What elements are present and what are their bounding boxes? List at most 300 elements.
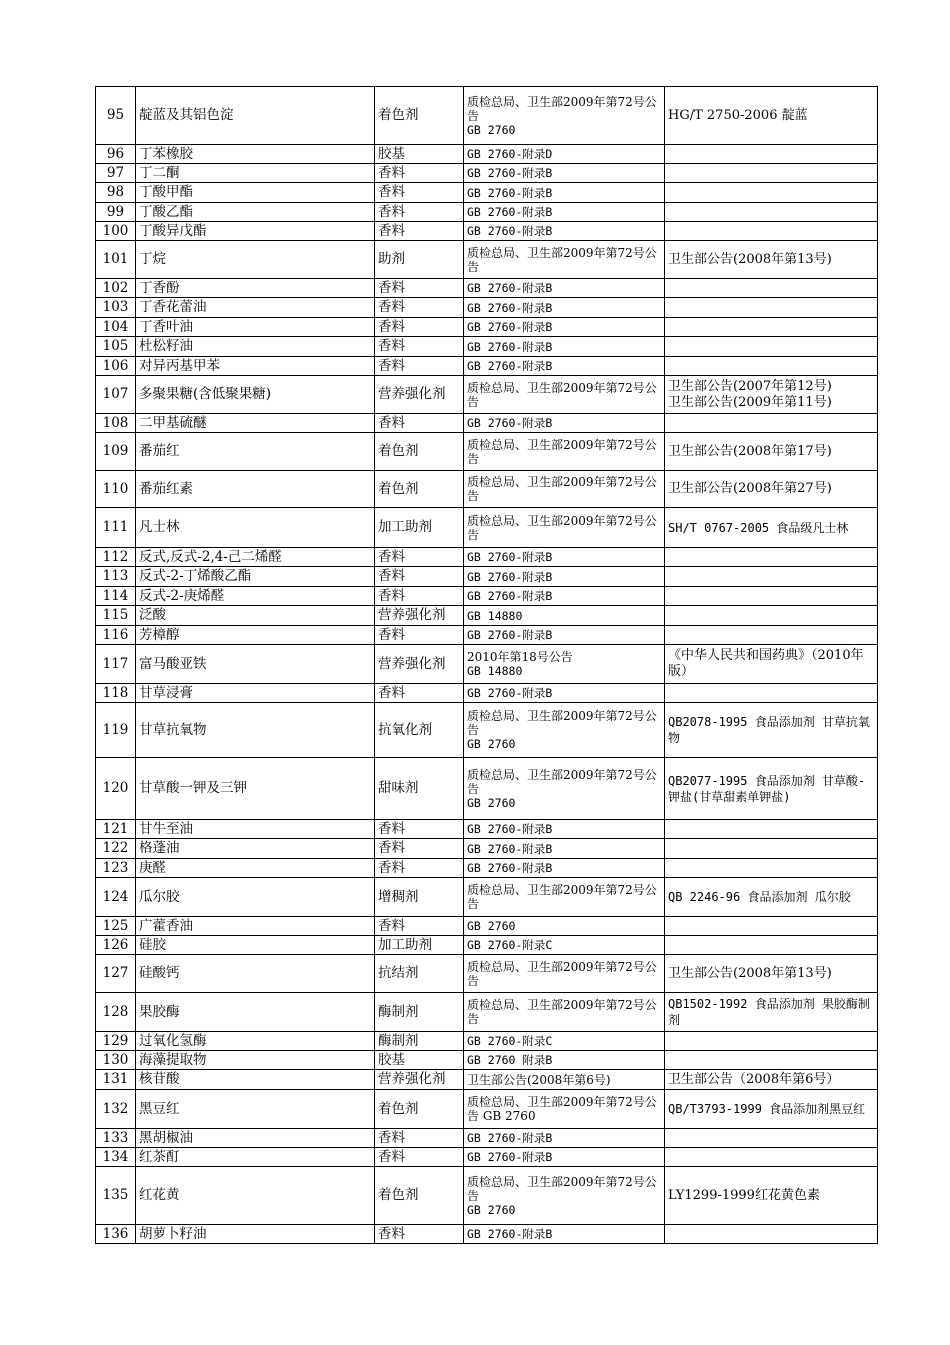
additive-name: 庚醛 <box>136 859 375 878</box>
approval-basis <box>464 183 665 203</box>
quality-standard <box>665 203 878 222</box>
row-number: 113 <box>96 567 136 587</box>
table-row <box>96 222 878 241</box>
approval-basis <box>464 645 665 684</box>
approval-basis-line: GB 2760-附录B <box>467 166 553 180</box>
quality-standard-line: 卫生部公告（2008年第6号） <box>668 1071 840 1087</box>
row-number: 99 <box>96 203 136 222</box>
row-number: 103 <box>96 298 136 318</box>
approval-basis-line: GB 2760-附录B <box>467 1131 553 1145</box>
approval-basis <box>464 917 665 936</box>
approval-basis <box>464 1090 665 1129</box>
quality-standard <box>665 1051 878 1070</box>
quality-standard <box>665 471 878 508</box>
row-number: 95 <box>96 87 136 145</box>
approval-basis-line: GB 2760 附录B <box>467 1053 553 1067</box>
approval-basis-line: GB 2760-附录C <box>467 938 553 952</box>
additive-name: 过氧化氢酶 <box>136 1032 375 1051</box>
quality-standard-line: 《中华人民共和国药典》（2010年版） <box>668 648 864 679</box>
approval-basis-line: GB 2760 <box>467 795 516 810</box>
approval-basis-line: 质检总局、卫生部2009年第72号公告 <box>467 709 657 737</box>
approval-basis <box>464 567 665 587</box>
approval-basis-line: GB 2760-附录B <box>467 185 553 200</box>
row-number: 127 <box>96 955 136 993</box>
approval-basis <box>464 1148 665 1167</box>
additive-name: 甘草抗氧物 <box>136 703 375 758</box>
function-category: 香料 <box>375 1129 464 1148</box>
function-category: 香料 <box>375 567 464 587</box>
function-category: 香料 <box>375 917 464 936</box>
additive-name: 靛蓝及其铝色淀 <box>136 87 375 145</box>
approval-basis <box>464 318 665 337</box>
approval-basis <box>464 758 665 820</box>
function-category: 香料 <box>375 839 464 859</box>
approval-basis <box>464 508 665 548</box>
additive-name: 甘牛至油 <box>136 820 375 839</box>
quality-standard <box>665 1070 878 1090</box>
additive-name: 丁香叶油 <box>136 318 375 337</box>
table-row <box>96 203 878 222</box>
quality-standard <box>665 758 878 820</box>
function-category: 香料 <box>375 337 464 357</box>
approval-basis <box>464 587 665 606</box>
additive-name: 丁二酮 <box>136 164 375 183</box>
additive-name: 硅胶 <box>136 936 375 955</box>
approval-basis <box>464 936 665 955</box>
quality-standard-line: QB1502-1992 食品添加剂 果胶酶制剂 <box>668 997 870 1027</box>
table-row <box>96 414 878 433</box>
additive-name: 甘草浸膏 <box>136 684 375 703</box>
approval-basis-line: 质检总局、卫生部2009年第72号公告 <box>467 959 657 988</box>
quality-standard-line: 卫生部公告(2008年第27号) <box>668 481 832 496</box>
quality-standard-line: QB 2246-96 食品添加剂 瓜尔胶 <box>668 890 851 904</box>
quality-standard <box>665 337 878 357</box>
approval-basis <box>464 1167 665 1225</box>
approval-basis-line: 质检总局、卫生部2009年第72号公告 <box>467 475 657 503</box>
row-number: 100 <box>96 222 136 241</box>
quality-standard-line: 卫生部公告(2008年第13号) <box>668 251 832 267</box>
quality-standard <box>665 645 878 684</box>
quality-standard-line: LY1299-1999红花黄色素 <box>668 1187 820 1203</box>
approval-basis <box>464 203 665 222</box>
approval-basis-line: 质检总局、卫生部2009年第72号公告 <box>467 1174 657 1203</box>
row-number: 124 <box>96 878 136 917</box>
row-number: 117 <box>96 645 136 684</box>
table-row <box>96 337 878 357</box>
function-category: 香料 <box>375 357 464 376</box>
function-category: 着色剂 <box>375 433 464 471</box>
approval-basis-line: 质检总局、卫生部2009年第72号公告 <box>467 437 657 466</box>
approval-basis-line: 质检总局、卫生部2009年第72号公告 <box>467 767 657 796</box>
table-row <box>96 279 878 298</box>
quality-standard <box>665 241 878 279</box>
table-row <box>96 145 878 164</box>
quality-standard <box>665 703 878 758</box>
table-row <box>96 684 878 703</box>
row-number: 116 <box>96 626 136 645</box>
additive-name: 丁烷 <box>136 241 375 279</box>
additive-name: 海藻提取物 <box>136 1051 375 1070</box>
approval-basis <box>464 1225 665 1244</box>
additive-name: 反式,反式-2,4-己二烯醛 <box>136 548 375 567</box>
approval-basis <box>464 1032 665 1051</box>
approval-basis-line: GB 2760-附录D <box>467 147 553 161</box>
function-category: 甜味剂 <box>375 758 464 820</box>
approval-basis <box>464 433 665 471</box>
quality-standard-line: 卫生部公告(2007年第12号) <box>668 378 832 394</box>
approval-basis <box>464 548 665 567</box>
table-row <box>96 1225 878 1244</box>
approval-basis-line: GB 2760 <box>467 1202 516 1217</box>
approval-basis <box>464 839 665 859</box>
approval-basis <box>464 471 665 508</box>
quality-standard <box>665 878 878 917</box>
row-number: 105 <box>96 337 136 357</box>
function-category: 香料 <box>375 1148 464 1167</box>
approval-basis-line: GB 2760-附录B <box>467 841 553 856</box>
function-category: 香料 <box>375 164 464 183</box>
approval-basis-line: GB 2760-附录B <box>467 1227 553 1241</box>
function-category: 香料 <box>375 1225 464 1244</box>
approval-basis <box>464 955 665 993</box>
additive-name: 泛酸 <box>136 606 375 626</box>
row-number: 107 <box>96 376 136 414</box>
additive-name: 杜松籽油 <box>136 337 375 357</box>
approval-basis <box>464 606 665 626</box>
quality-standard-line: QB2077-1995 食品添加剂 甘草酸-钾盐(甘草甜素单钾盐) <box>668 773 866 804</box>
row-number: 123 <box>96 859 136 878</box>
quality-standard <box>665 357 878 376</box>
approval-basis <box>464 164 665 183</box>
function-category: 着色剂 <box>375 471 464 508</box>
table-row <box>96 993 878 1032</box>
function-category: 胶基 <box>375 145 464 164</box>
function-category: 酶制剂 <box>375 1032 464 1051</box>
row-number: 96 <box>96 145 136 164</box>
table-row <box>96 548 878 567</box>
function-category: 增稠剂 <box>375 878 464 917</box>
table-row <box>96 471 878 508</box>
function-category: 香料 <box>375 318 464 337</box>
approval-basis <box>464 859 665 878</box>
approval-basis-line: GB 2760-附录B <box>467 628 553 642</box>
approval-basis <box>464 87 665 145</box>
approval-basis-line: 质检总局、卫生部2009年第72号公告 <box>467 998 657 1026</box>
function-category: 香料 <box>375 414 464 433</box>
table-row <box>96 433 878 471</box>
additive-name: 二甲基硫醚 <box>136 414 375 433</box>
approval-basis <box>464 145 665 164</box>
additive-name: 丁香酚 <box>136 279 375 298</box>
table-row <box>96 298 878 318</box>
row-number: 110 <box>96 471 136 508</box>
function-category: 香料 <box>375 183 464 203</box>
approval-basis <box>464 1070 665 1090</box>
quality-standard <box>665 587 878 606</box>
quality-standard <box>665 626 878 645</box>
approval-basis <box>464 357 665 376</box>
approval-basis <box>464 1129 665 1148</box>
table-row <box>96 164 878 183</box>
table-row <box>96 820 878 839</box>
quality-standard-line: QB2078-1995 食品添加剂 甘草抗氧物 <box>668 715 870 745</box>
additive-name: 丁苯橡胶 <box>136 145 375 164</box>
additive-name: 反式-2-丁烯酸乙酯 <box>136 567 375 587</box>
additive-table <box>95 86 878 1244</box>
additive-name: 黑豆红 <box>136 1090 375 1129</box>
table-row <box>96 508 878 548</box>
row-number: 134 <box>96 1148 136 1167</box>
function-category: 抗氧化剂 <box>375 703 464 758</box>
approval-basis <box>464 298 665 318</box>
approval-basis-line: 质检总局、卫生部2009年第72号公告 GB 2760 <box>467 1095 657 1123</box>
function-category: 香料 <box>375 820 464 839</box>
approval-basis-line: 质检总局、卫生部2009年第72号公告 <box>467 883 657 911</box>
quality-standard <box>665 87 878 145</box>
additive-name: 甘草酸一钾及三钾 <box>136 758 375 820</box>
additive-name: 反式-2-庚烯醛 <box>136 587 375 606</box>
quality-standard <box>665 1225 878 1244</box>
approval-basis-line: GB 2760-附录B <box>467 416 553 430</box>
row-number: 119 <box>96 703 136 758</box>
approval-basis <box>464 222 665 241</box>
table-row <box>96 917 878 936</box>
approval-basis-line: GB 2760-附录B <box>467 589 553 603</box>
table-row <box>96 567 878 587</box>
approval-basis-line: GB 2760-附录B <box>467 320 553 334</box>
row-number: 97 <box>96 164 136 183</box>
additive-name: 胡萝卜籽油 <box>136 1225 375 1244</box>
approval-basis-line: GB 2760-附录B <box>467 569 553 584</box>
row-number: 121 <box>96 820 136 839</box>
table-row <box>96 357 878 376</box>
quality-standard <box>665 548 878 567</box>
function-category: 香料 <box>375 684 464 703</box>
approval-basis <box>464 337 665 357</box>
quality-standard <box>665 318 878 337</box>
approval-basis-line: GB 2760-附录B <box>467 205 553 219</box>
approval-basis-line: GB 2760 <box>467 122 516 137</box>
function-category: 营养强化剂 <box>375 645 464 684</box>
table-row <box>96 936 878 955</box>
additive-name: 对异丙基甲苯 <box>136 357 375 376</box>
table-row <box>96 1070 878 1090</box>
additive-name: 凡士林 <box>136 508 375 548</box>
function-category: 营养强化剂 <box>375 606 464 626</box>
function-category: 香料 <box>375 548 464 567</box>
table-row <box>96 376 878 414</box>
quality-standard-line: 卫生部公告(2008年第13号) <box>668 965 832 981</box>
approval-basis-line: GB 2760-附录C <box>467 1034 553 1048</box>
approval-basis-line: GB 2760-附录B <box>467 224 553 238</box>
additive-name: 核苷酸 <box>136 1070 375 1090</box>
approval-basis-line: 质检总局、卫生部2009年第72号公告 <box>467 245 657 274</box>
table-row <box>96 703 878 758</box>
row-number: 118 <box>96 684 136 703</box>
approval-basis <box>464 878 665 917</box>
additive-name: 多聚果糖(含低聚果糖) <box>136 376 375 414</box>
quality-standard <box>665 376 878 414</box>
additive-name: 番茄红素 <box>136 471 375 508</box>
quality-standard <box>665 936 878 955</box>
quality-standard <box>665 1148 878 1167</box>
row-number: 133 <box>96 1129 136 1148</box>
row-number: 104 <box>96 318 136 337</box>
approval-basis-line: GB 2760-附录B <box>467 300 553 315</box>
row-number: 114 <box>96 587 136 606</box>
table-row <box>96 241 878 279</box>
row-number: 136 <box>96 1225 136 1244</box>
additive-name: 格蓬油 <box>136 839 375 859</box>
function-category: 香料 <box>375 587 464 606</box>
approval-basis <box>464 993 665 1032</box>
approval-basis-line: GB 2760-附录B <box>467 1150 553 1164</box>
additive-name: 果胶酶 <box>136 993 375 1032</box>
function-category: 胶基 <box>375 1051 464 1070</box>
quality-standard <box>665 508 878 548</box>
function-category: 着色剂 <box>375 1167 464 1225</box>
quality-standard <box>665 1090 878 1129</box>
quality-standard <box>665 298 878 318</box>
row-number: 120 <box>96 758 136 820</box>
table-row <box>96 955 878 993</box>
approval-basis <box>464 376 665 414</box>
table-row <box>96 587 878 606</box>
additive-name: 红茶酊 <box>136 1148 375 1167</box>
approval-basis-line: 2010年第18号公告 <box>467 650 573 664</box>
quality-standard <box>665 1167 878 1225</box>
quality-standard-line: 卫生部公告(2008年第17号) <box>668 443 832 459</box>
table-row <box>96 1051 878 1070</box>
row-number: 122 <box>96 839 136 859</box>
quality-standard <box>665 279 878 298</box>
table-row <box>96 859 878 878</box>
row-number: 125 <box>96 917 136 936</box>
approval-basis-line: GB 2760-附录B <box>467 339 553 354</box>
quality-standard <box>665 993 878 1032</box>
quality-standard <box>665 164 878 183</box>
quality-standard <box>665 1129 878 1148</box>
function-category: 加工助剂 <box>375 508 464 548</box>
row-number: 98 <box>96 183 136 203</box>
row-number: 111 <box>96 508 136 548</box>
quality-standard <box>665 433 878 471</box>
table-row <box>96 183 878 203</box>
approval-basis <box>464 820 665 839</box>
additive-name: 丁酸乙酯 <box>136 203 375 222</box>
approval-basis <box>464 684 665 703</box>
approval-basis <box>464 1051 665 1070</box>
function-category: 营养强化剂 <box>375 376 464 414</box>
row-number: 115 <box>96 606 136 626</box>
table-row <box>96 839 878 859</box>
quality-standard-line: QB/T3793-1999 食品添加剂黑豆红 <box>668 1102 866 1116</box>
additive-name: 瓜尔胶 <box>136 878 375 917</box>
table-row <box>96 1148 878 1167</box>
quality-standard <box>665 183 878 203</box>
additive-name: 丁香花蕾油 <box>136 298 375 318</box>
row-number: 101 <box>96 241 136 279</box>
approval-basis-line: GB 2760-附录B <box>467 281 553 295</box>
approval-basis-line: GB 2760-附录B <box>467 359 553 373</box>
table-row <box>96 1032 878 1051</box>
approval-basis-line: GB 14880 <box>467 608 523 623</box>
quality-standard <box>665 1032 878 1051</box>
quality-standard <box>665 222 878 241</box>
additive-name: 芳樟醇 <box>136 626 375 645</box>
additive-name: 丁酸异戊酯 <box>136 222 375 241</box>
row-number: 132 <box>96 1090 136 1129</box>
row-number: 106 <box>96 357 136 376</box>
approval-basis-line: 卫生部公告(2008年第6号) <box>467 1072 611 1087</box>
quality-standard-line: 卫生部公告(2009年第11号) <box>668 394 832 410</box>
additive-name: 丁酸甲酯 <box>136 183 375 203</box>
table-row <box>96 606 878 626</box>
row-number: 109 <box>96 433 136 471</box>
quality-standard <box>665 820 878 839</box>
function-category: 加工助剂 <box>375 936 464 955</box>
additive-name: 黑胡椒油 <box>136 1129 375 1148</box>
row-number: 102 <box>96 279 136 298</box>
approval-basis-line: GB 2760-附录B <box>467 550 553 564</box>
approval-basis <box>464 414 665 433</box>
table-row <box>96 87 878 145</box>
quality-standard <box>665 839 878 859</box>
row-number: 129 <box>96 1032 136 1051</box>
additive-name: 广藿香油 <box>136 917 375 936</box>
row-number: 131 <box>96 1070 136 1090</box>
approval-basis <box>464 241 665 279</box>
function-category: 营养强化剂 <box>375 1070 464 1090</box>
additive-table-body <box>96 87 878 1244</box>
approval-basis <box>464 279 665 298</box>
approval-basis-line: GB 2760-附录B <box>467 686 553 700</box>
quality-standard <box>665 145 878 164</box>
additive-name: 富马酸亚铁 <box>136 645 375 684</box>
function-category: 着色剂 <box>375 1090 464 1129</box>
row-number: 112 <box>96 548 136 567</box>
table-row <box>96 758 878 820</box>
quality-standard <box>665 859 878 878</box>
additive-name: 番茄红 <box>136 433 375 471</box>
quality-standard-line: HG/T 2750-2006 靛蓝 <box>668 107 808 123</box>
table-row <box>96 318 878 337</box>
approval-basis-line: GB 2760 <box>467 919 516 933</box>
table-row <box>96 626 878 645</box>
quality-standard <box>665 917 878 936</box>
additive-name: 硅酸钙 <box>136 955 375 993</box>
quality-standard <box>665 414 878 433</box>
function-category: 香料 <box>375 203 464 222</box>
row-number: 128 <box>96 993 136 1032</box>
row-number: 135 <box>96 1167 136 1225</box>
function-category: 着色剂 <box>375 87 464 145</box>
approval-basis-line: GB 2760-附录B <box>467 861 553 875</box>
approval-basis-line: GB 2760 <box>467 737 516 751</box>
function-category: 香料 <box>375 222 464 241</box>
approval-basis-line: 质检总局、卫生部2009年第72号公告 <box>467 380 657 409</box>
quality-standard-line: SH/T 0767-2005 食品级凡士林 <box>668 520 849 535</box>
approval-basis-line: GB 2760-附录B <box>467 822 553 836</box>
quality-standard <box>665 684 878 703</box>
function-category: 香料 <box>375 626 464 645</box>
table-row <box>96 645 878 684</box>
table-row <box>96 878 878 917</box>
function-category: 酶制剂 <box>375 993 464 1032</box>
quality-standard <box>665 567 878 587</box>
quality-standard <box>665 606 878 626</box>
table-row <box>96 1129 878 1148</box>
